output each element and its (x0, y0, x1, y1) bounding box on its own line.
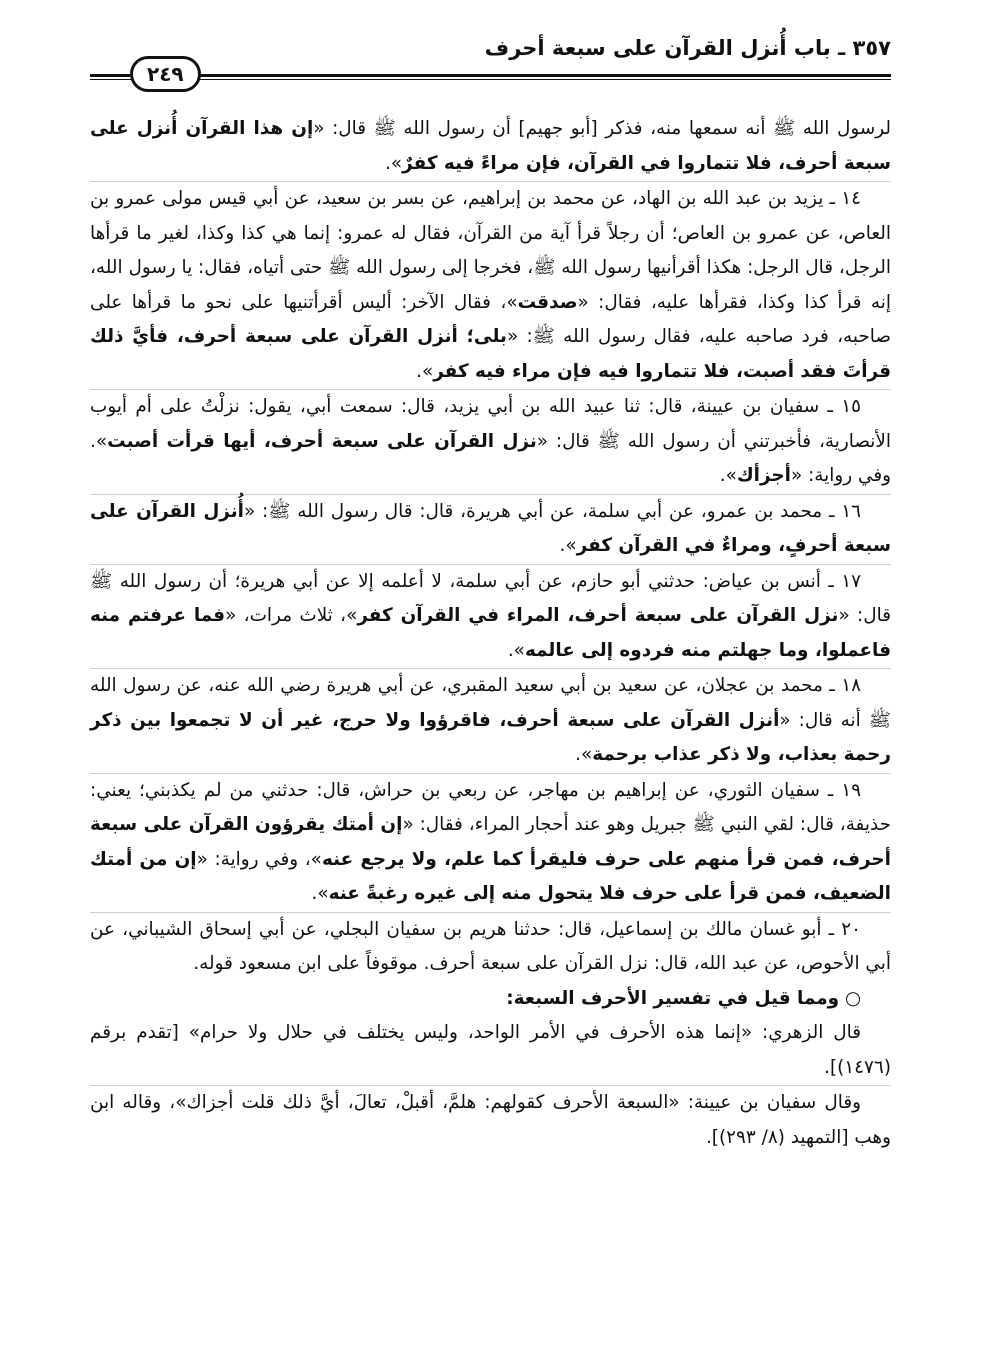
bold-text-run: فما عرفتم منه فاعملوا، وما جهلتم منه فردوه إلى عالمه (90, 605, 891, 661)
bold-text-run: أنزل القرآن على سبعة أحرف، فاقرؤوا ولا حرج، غير أن لا تجمعوا بين ذكر رحمة بعذاب، ولا ذكر عذاب برحمة (90, 709, 891, 765)
text-run: ١٦ ـ محمد بن عمرو، عن أبي سلمة، عن أبي هريرة، قال: قال رسول الله ﷺ: « (243, 500, 861, 522)
text-run: ». (416, 360, 434, 382)
text-run: ١٤ ـ يزيد بن عبد الله بن الهاد، عن محمد بن إبراهيم، عن بسر بن سعيد، عن أبي قيس مولى عمرو بن العاص، عن عمرو بن العاص؛ أن رجلاً قرأ آية من القرآن، فقال له عمرو: إنما هي كذا وكذا، لغير ما قرأها الرجل، قال الرجل: هكذا أقرأنيها رسول الله ﷺ، فخرجا إلى رسول الله ﷺ حتى أتياه، فقال: يا رسول الله، إنه قرأ كذا وكذا، فقرأها عليه، فقال: « (90, 188, 891, 313)
text-run: ». (385, 152, 403, 174)
text-run: »، ثلاث مرات، « (225, 605, 358, 626)
circle-bullet: ○ (839, 987, 861, 1009)
page-number: ٢٤٩ (130, 56, 201, 92)
hadith-entry-17 (90, 564, 891, 669)
text-run: وقال سفيان بن عيينة: «السبعة الأحرف كقولهم: هلمَّ، أقبلْ، تعالَ، أيَّ ذلك قلت أجزاك»، وقاله ابن وهب [التمهيد (٨/ ٢٩٣)]. (90, 1092, 891, 1148)
text-run: ٢٠ ـ أبو غسان مالك بن إسماعيل، قال: حدثنا هريم بن سفيان البجلي، عن أبي إسحاق الشيباني، عن أبي الأحوص، عن عبد الله، قال: نزل القرآن على سبعة أحرف. موقوفاً على ابن مسعود قوله. (90, 918, 891, 974)
page-body (90, 112, 891, 1155)
bold-text-run: ومما قيل في تفسير الأحرف السبعة: (506, 987, 840, 1009)
paragraph-continuation (90, 112, 891, 181)
running-title: ٣٥٧ ـ باب أُنزل القرآن على سبعة أحرف (484, 36, 891, 60)
text-run: ». (719, 465, 737, 486)
hadith-entry-19 (90, 773, 891, 912)
bold-text-run: أجزأك (736, 465, 791, 486)
zuhri-quote (90, 1016, 891, 1085)
header-rule (90, 74, 891, 80)
text-run: »، فقال الآخر: أليس أقرأتنيها على نحو ما قرأها على صاحبه، فرد صاحبه عليه، فقال رسول الله ﷺ: « (90, 291, 891, 347)
hadith-entry-18 (90, 668, 891, 773)
section-heading (90, 982, 891, 1017)
text-run: ». (575, 744, 593, 765)
bold-text-run: نزل القرآن على سبعة أحرف، أيها قرأت أصبت (107, 430, 537, 452)
text-run: لرسول الله ﷺ أنه سمعها منه، فذكر [أبو جهيم] أن رسول الله ﷺ قال: « (313, 118, 891, 139)
bold-text-run: بلى؛ أنزل القرآن على سبعة أحرف، فأيَّ ذلك قرأتَ فقد أصبت، فلا تتماروا فيه فإن مراء فيه كفر (90, 326, 891, 382)
text-run: ». (559, 535, 577, 556)
text-run: ». (507, 639, 525, 661)
bold-text-run: أُنزل القرآن على سبعة أحرفٍ، ومراءٌ في القرآن كفر (90, 500, 891, 556)
text-run: ١٨ ـ محمد بن عجلان، عن سعيد بن أبي سعيد المقبري، عن أبي هريرة رضي الله عنه، عن رسول الله ﷺ أنه قال: « (90, 675, 891, 731)
hadith-entry-16 (90, 494, 891, 564)
text-run: ». (311, 883, 329, 904)
bold-text-run: نزل القرآن على سبعة أحرف، المراء في القرآن كفر (357, 605, 839, 626)
text-run: ١٥ ـ سفيان بن عيينة، قال: ثنا عبيد الله بن أبي يزيد، قال: سمعت أبي، يقول: نزلْتُ على أم أيوب الأنصارية، فأخبرتني أن رسول الله ﷺ قال: « (90, 396, 892, 452)
page-header (90, 30, 891, 90)
hadith-entry-14 (90, 181, 891, 389)
text-run: ». وفي رواية: « (90, 430, 891, 486)
sufyan-quote (90, 1085, 891, 1155)
bold-text-run: إن من أمتك الضعيف، فمن قرأ على حرف فلا يتحول منه إلى غيره رغبةً عنه (90, 848, 891, 904)
text-run: قال الزهري: «إنما هذه الأحرف في الأمر الواحد، وليس يختلف في حلال ولا حرام» [تقدم برقم (١٤٧٦)]. (90, 1022, 891, 1078)
hadith-entry-20 (90, 912, 891, 982)
text-run: »، وفي رواية: « (196, 848, 322, 870)
text-run: ١٧ ـ أنس بن عياض: حدثني أبو حازم، عن أبي سلمة، لا أعلمه إلا عن أبي هريرة؛ أن رسول الله ﷺ قال: « (90, 570, 891, 626)
text-run: ١٩ ـ سفيان الثوري، عن إبراهيم بن مهاجر، عن ربعي بن حراش، قال: حدثني من لم يكذبني؛ يعني: حذيفة، قال: لقي النبي ﷺ جبريل وهو عند أحجار المراء، فقال: « (90, 779, 891, 835)
hadith-entry-15 (90, 389, 891, 494)
bold-text-run: إن أمتك يقرؤون القرآن على سبعة أحرف، فمن قرأ منهم على حرف فليقرأ كما علم، ولا يرجع عنه (90, 814, 891, 870)
bold-text-run: صدقت (517, 291, 578, 313)
bold-text-run: إن هذا القرآن أُنزل على سبعة أحرف، فلا تتماروا في القرآن، فإن مراءً فيه كفرٌ (90, 118, 891, 174)
